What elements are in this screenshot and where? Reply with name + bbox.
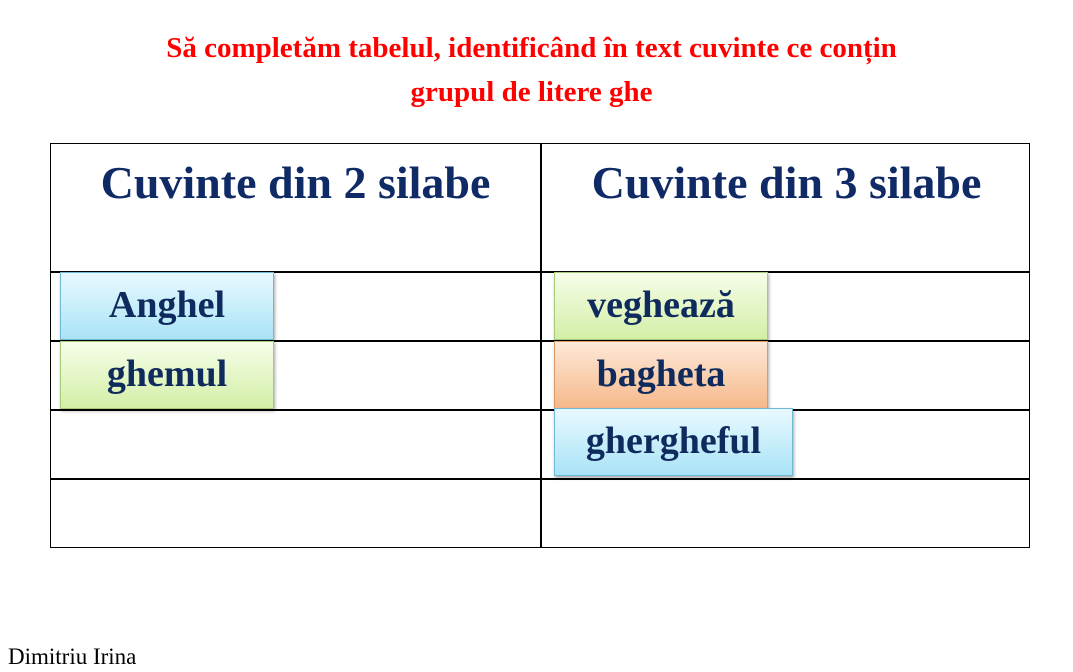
title-line-1: Să completăm tabelul, identificând în text cuvinte ce conțin xyxy=(166,32,897,64)
header-two-syllables: Cuvinte din 2 silabe xyxy=(100,157,491,208)
word-card-anghel[interactable]: Anghel xyxy=(60,272,274,340)
row-divider xyxy=(51,478,1029,480)
word-card-ghergheful[interactable]: ghergheful xyxy=(554,408,793,476)
row-divider xyxy=(51,409,1029,411)
header-three-syllables: Cuvinte din 3 silabe xyxy=(591,157,982,208)
title-line-2: grupul de litere ghe xyxy=(410,76,653,108)
word-card-ghemul[interactable]: ghemul xyxy=(60,341,274,409)
page-title xyxy=(0,26,1063,114)
author-name: Dimitriu Irina xyxy=(8,644,137,669)
word-card-vegheaza[interactable]: veghează xyxy=(554,272,768,340)
word-table xyxy=(50,143,1030,548)
word-card-bagheta[interactable]: bagheta xyxy=(554,341,768,409)
